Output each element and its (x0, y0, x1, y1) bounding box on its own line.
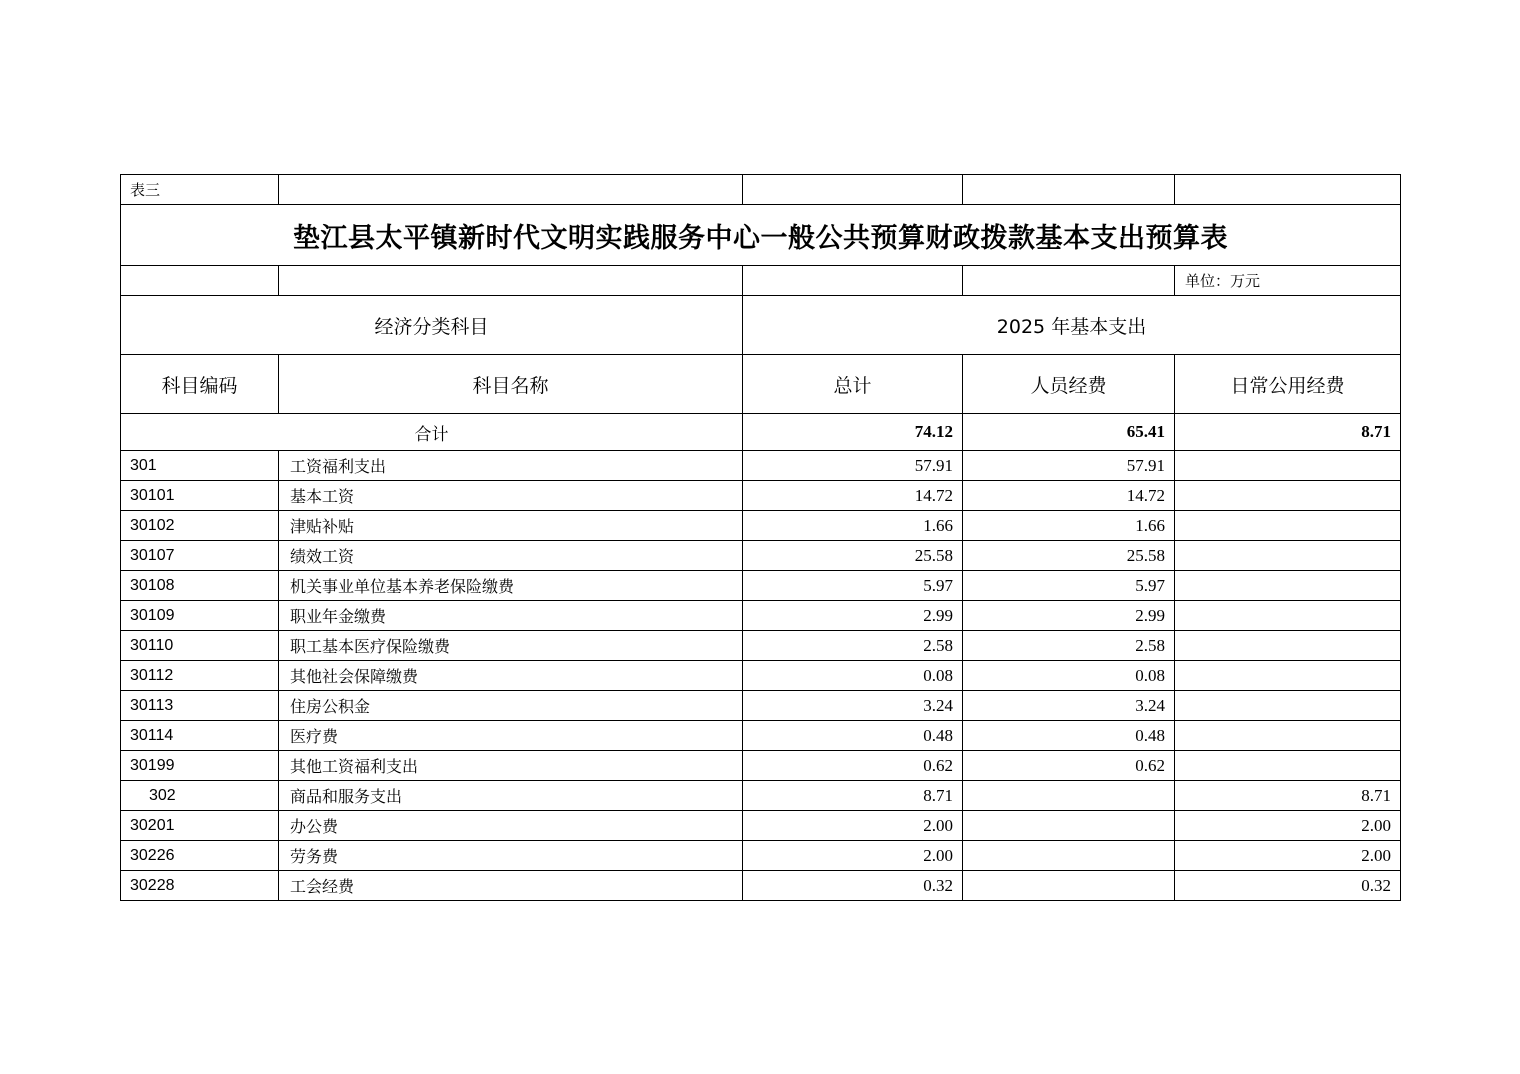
table-row (121, 541, 1401, 571)
row-personnel: 14.72 (963, 481, 1175, 511)
row-code: 30226 (121, 841, 279, 871)
header-code: 科目编码 (121, 355, 279, 414)
row-public: 0.32 (1175, 871, 1401, 901)
row-name: 商品和服务支出 (279, 781, 743, 811)
row-public (1175, 631, 1401, 661)
row-personnel (963, 871, 1175, 901)
row-public (1175, 541, 1401, 571)
row-total: 8.71 (743, 781, 963, 811)
row-total: 25.58 (743, 541, 963, 571)
row-name: 职工基本医疗保险缴费 (279, 631, 743, 661)
row-personnel (963, 781, 1175, 811)
table-row (121, 481, 1401, 511)
empty-cell (963, 175, 1175, 205)
row-public (1175, 661, 1401, 691)
empty-cell (743, 266, 963, 296)
row-name: 职业年金缴费 (279, 601, 743, 631)
row-total: 1.66 (743, 511, 963, 541)
row-name: 基本工资 (279, 481, 743, 511)
row-code: 30110 (121, 631, 279, 661)
row-total: 0.32 (743, 871, 963, 901)
row-name: 医疗费 (279, 721, 743, 751)
row-personnel: 1.66 (963, 511, 1175, 541)
row-public: 8.71 (1175, 781, 1401, 811)
row-code: 30112 (121, 661, 279, 691)
table-row (121, 751, 1401, 781)
table-row (121, 781, 1401, 811)
page-title: 垫江县太平镇新时代文明实践服务中心一般公共预算财政拨款基本支出预算表 (121, 205, 1401, 266)
row-total: 57.91 (743, 451, 963, 481)
row-code: 30228 (121, 871, 279, 901)
row-total: 2.58 (743, 631, 963, 661)
table-label: 表三 (121, 175, 279, 205)
row-name: 工会经费 (279, 871, 743, 901)
row-personnel: 25.58 (963, 541, 1175, 571)
row-personnel: 5.97 (963, 571, 1175, 601)
table-row (121, 721, 1401, 751)
row-personnel (963, 841, 1175, 871)
table-row (121, 841, 1401, 871)
row-total: 14.72 (743, 481, 963, 511)
row-total: 2.00 (743, 811, 963, 841)
row-personnel: 2.99 (963, 601, 1175, 631)
table-row (121, 511, 1401, 541)
header-economic-category: 经济分类科目 (121, 296, 743, 355)
unit-label: 单位：万元 (1175, 266, 1401, 296)
row-public (1175, 721, 1401, 751)
row-name: 劳务费 (279, 841, 743, 871)
unit-row (121, 266, 1401, 296)
label-row (121, 175, 1401, 205)
row-personnel: 57.91 (963, 451, 1175, 481)
row-total: 2.99 (743, 601, 963, 631)
header-personnel: 人员经费 (963, 355, 1175, 414)
table-row (121, 811, 1401, 841)
header-total: 总计 (743, 355, 963, 414)
header-row-2 (121, 355, 1401, 414)
row-public (1175, 751, 1401, 781)
empty-cell (121, 266, 279, 296)
budget-table (120, 174, 1401, 901)
row-code: 30107 (121, 541, 279, 571)
row-total: 3.24 (743, 691, 963, 721)
row-code: 30114 (121, 721, 279, 751)
row-total: 2.00 (743, 841, 963, 871)
total-total: 74.12 (743, 414, 963, 451)
row-code: 301 (121, 451, 279, 481)
row-name: 工资福利支出 (279, 451, 743, 481)
row-personnel (963, 811, 1175, 841)
row-code: 30101 (121, 481, 279, 511)
table-row (121, 631, 1401, 661)
row-public (1175, 451, 1401, 481)
table-row (121, 571, 1401, 601)
header-public: 日常公用经费 (1175, 355, 1401, 414)
row-total: 0.62 (743, 751, 963, 781)
total-label: 合计 (121, 414, 743, 451)
empty-cell (279, 175, 743, 205)
row-name: 绩效工资 (279, 541, 743, 571)
row-code: 30201 (121, 811, 279, 841)
row-personnel: 0.48 (963, 721, 1175, 751)
header-row-1 (121, 296, 1401, 355)
total-public: 8.71 (1175, 414, 1401, 451)
row-name: 其他工资福利支出 (279, 751, 743, 781)
row-personnel: 3.24 (963, 691, 1175, 721)
row-code: 30102 (121, 511, 279, 541)
row-code: 302 (121, 781, 279, 811)
row-name: 津贴补贴 (279, 511, 743, 541)
row-public (1175, 601, 1401, 631)
row-personnel: 0.08 (963, 661, 1175, 691)
row-total: 0.08 (743, 661, 963, 691)
total-row (121, 414, 1401, 451)
total-personnel: 65.41 (963, 414, 1175, 451)
row-personnel: 2.58 (963, 631, 1175, 661)
row-public: 2.00 (1175, 811, 1401, 841)
row-public (1175, 481, 1401, 511)
table-row (121, 451, 1401, 481)
title-row (121, 205, 1401, 266)
row-public (1175, 511, 1401, 541)
header-name: 科目名称 (279, 355, 743, 414)
header-basic-expense: 2025 年基本支出 (743, 296, 1401, 355)
row-total: 0.48 (743, 721, 963, 751)
row-code: 30108 (121, 571, 279, 601)
empty-cell (963, 266, 1175, 296)
table-row (121, 871, 1401, 901)
empty-cell (1175, 175, 1401, 205)
empty-cell (743, 175, 963, 205)
budget-sheet (120, 174, 1400, 901)
row-public (1175, 691, 1401, 721)
row-name: 机关事业单位基本养老保险缴费 (279, 571, 743, 601)
row-name: 办公费 (279, 811, 743, 841)
row-code: 30199 (121, 751, 279, 781)
row-public (1175, 571, 1401, 601)
table-row (121, 691, 1401, 721)
row-name: 其他社会保障缴费 (279, 661, 743, 691)
row-name: 住房公积金 (279, 691, 743, 721)
table-row (121, 601, 1401, 631)
row-code: 30113 (121, 691, 279, 721)
row-total: 5.97 (743, 571, 963, 601)
row-code: 30109 (121, 601, 279, 631)
empty-cell (279, 266, 743, 296)
row-personnel: 0.62 (963, 751, 1175, 781)
row-public: 2.00 (1175, 841, 1401, 871)
table-row (121, 661, 1401, 691)
